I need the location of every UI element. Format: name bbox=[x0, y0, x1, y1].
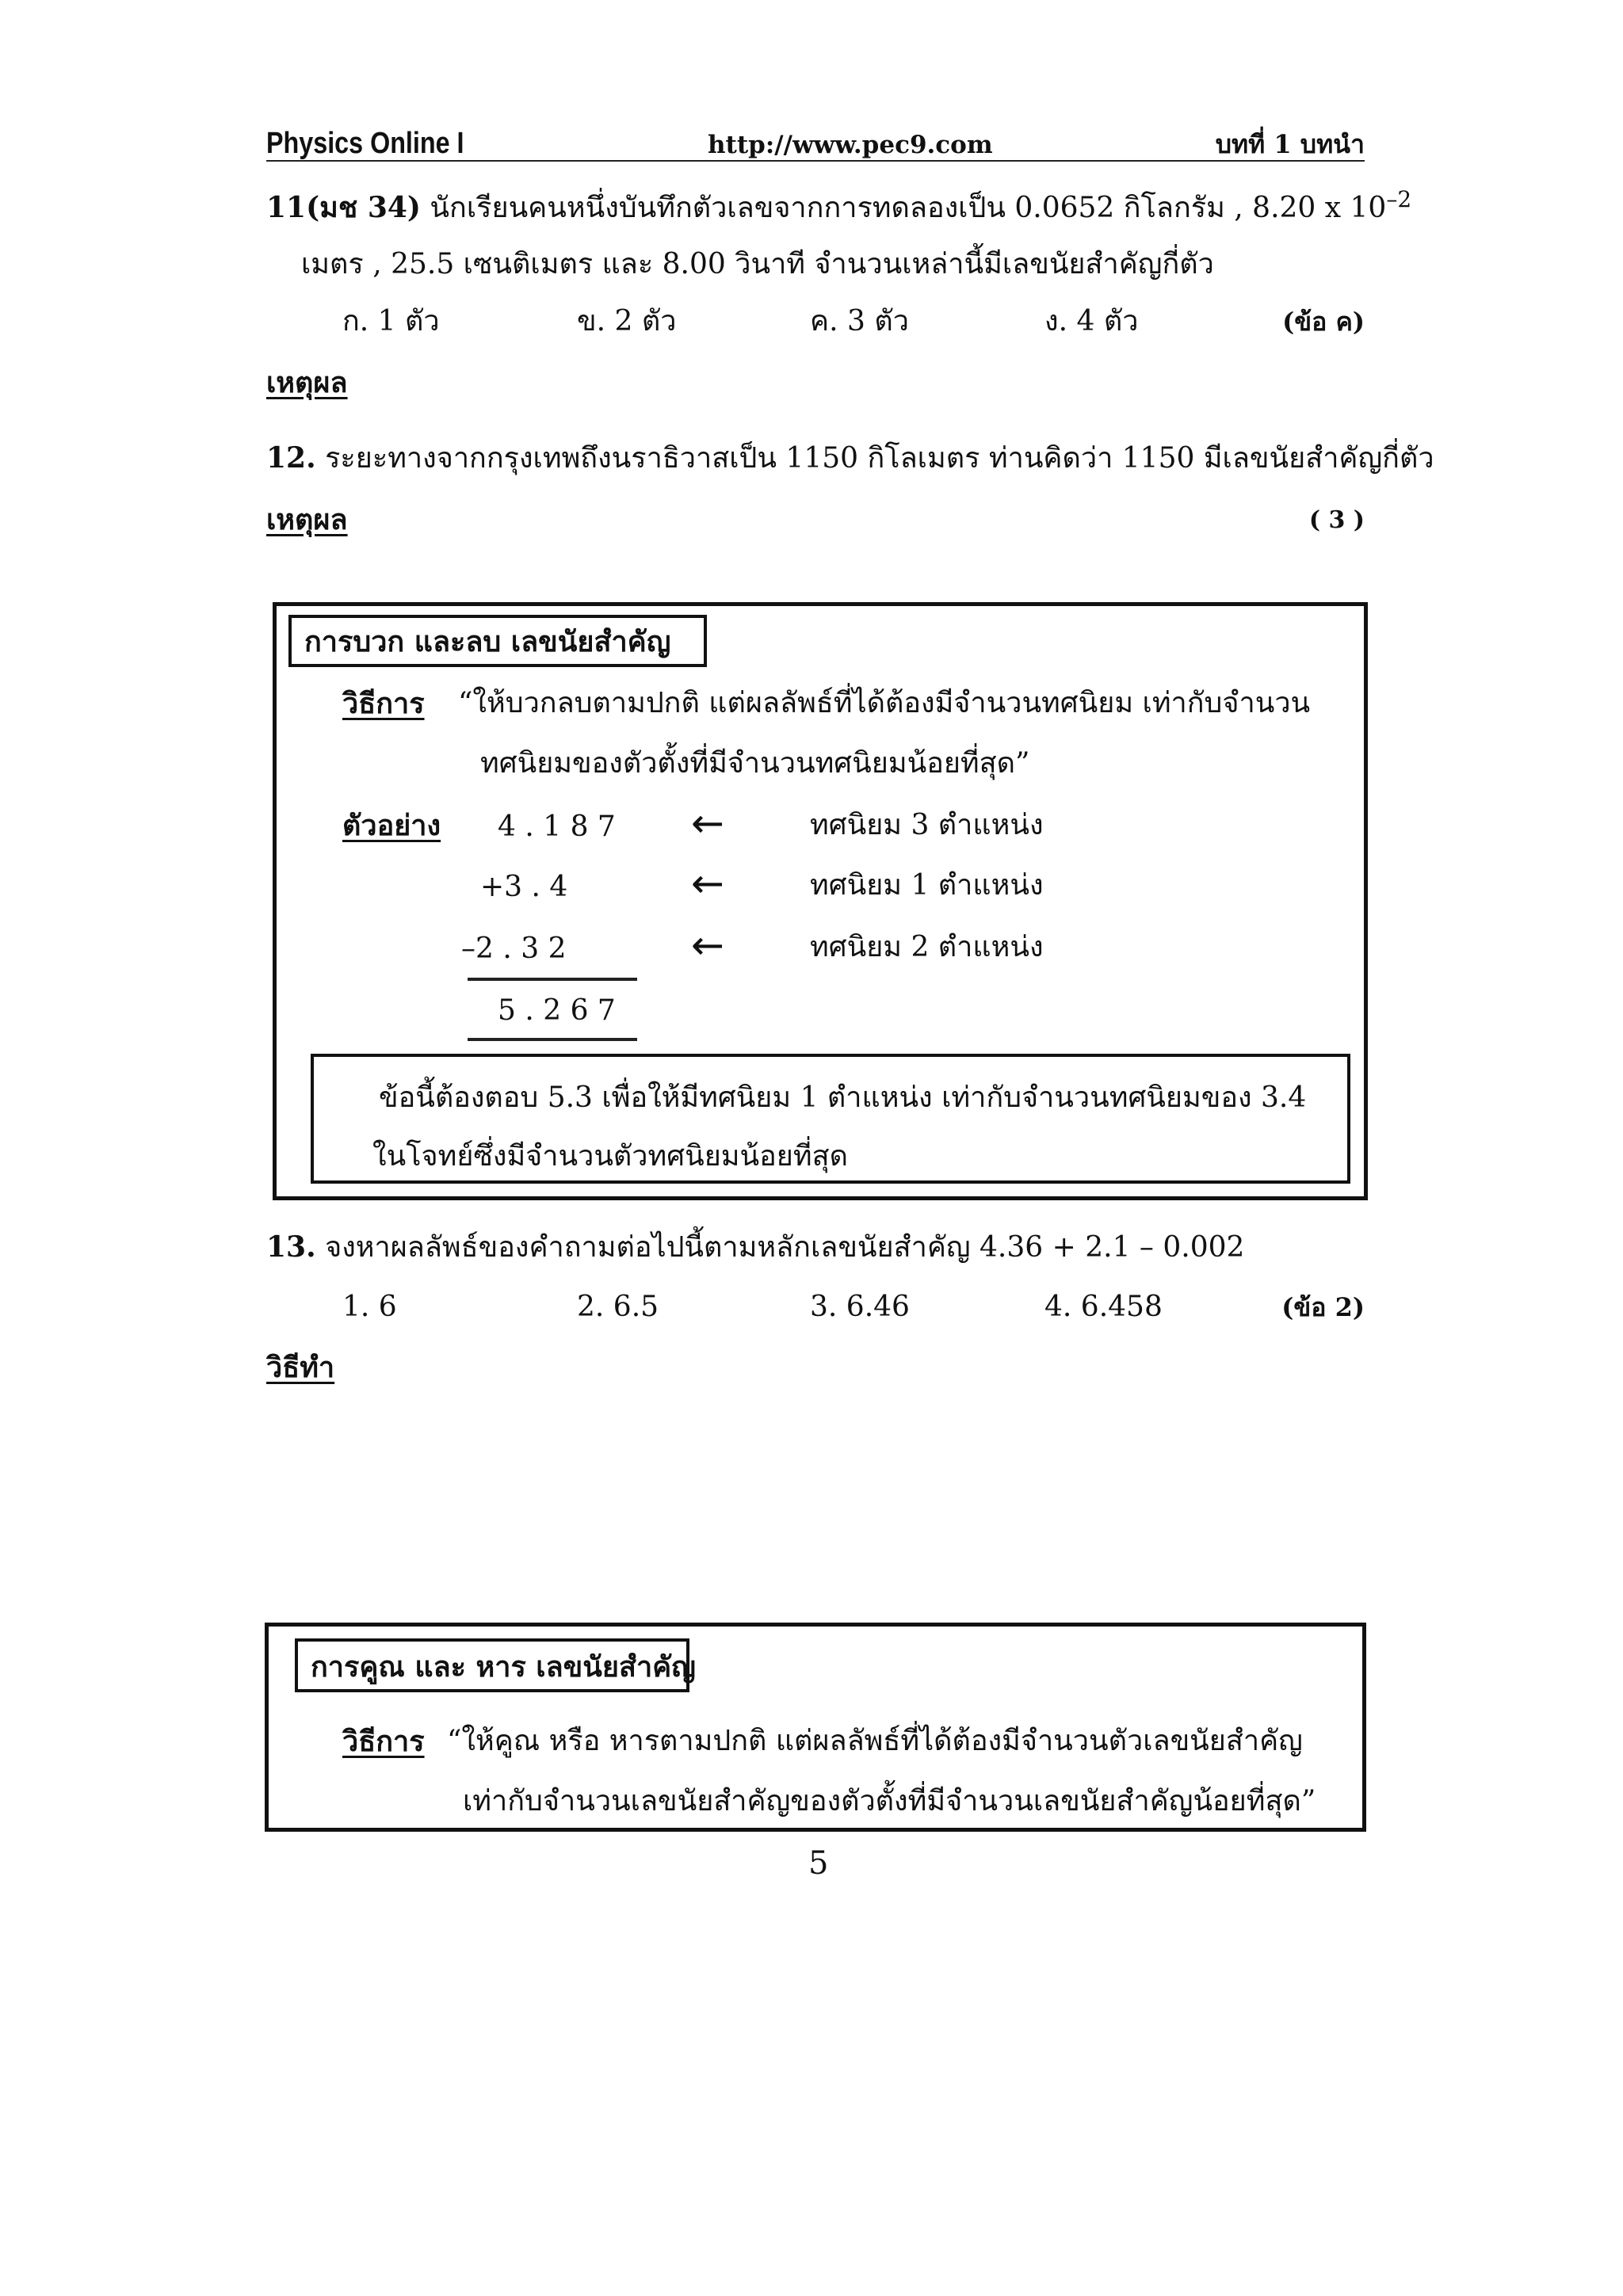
q13-line bbox=[266, 1230, 1245, 1264]
muldiv-method-label: วิธีการ bbox=[342, 1725, 425, 1758]
q12-reason-label: เหตุผล bbox=[266, 503, 348, 536]
site-name: Physics Online I bbox=[266, 127, 464, 160]
q13-choice-3: 3. 6.46 bbox=[810, 1291, 910, 1323]
muldiv-method-line1: “ให้คูณ หรือ หารตามปกติ แต่ผลลัพธ์ที่ได้ต้องมีจำนวนตัวเลขนัยสำคัญ bbox=[447, 1725, 1303, 1757]
addsub-note-line2: ในโจทย์ซึ่งมีจำนวนตัวทศนิยมน้อยที่สุด bbox=[372, 1140, 848, 1173]
header-rule bbox=[266, 160, 1365, 162]
q12-line bbox=[266, 441, 1434, 475]
sum-line-top bbox=[468, 978, 637, 981]
addsub-example-label: ตัวอย่าง bbox=[342, 809, 441, 842]
q13-number: 13. bbox=[266, 1230, 316, 1264]
q13-choice-2: 2. 6.5 bbox=[577, 1291, 659, 1323]
q11-choice-4: ง. 4 ตัว bbox=[1044, 305, 1139, 338]
left-arrow-icon: ← bbox=[691, 800, 724, 846]
q11-choice-1: ก. 1 ตัว bbox=[342, 305, 440, 338]
chapter-title: บทที่ 1 บทนำ bbox=[1215, 129, 1365, 159]
sum-line-bottom bbox=[468, 1038, 637, 1041]
q12-answer: ( 3 ) bbox=[1308, 506, 1365, 534]
addsub-title: การบวก และลบ เลขนัยสำคัญ bbox=[304, 625, 671, 658]
q13-choice-1: 1. 6 bbox=[342, 1291, 397, 1323]
q11-exponent: –2 bbox=[1386, 186, 1412, 212]
q11-text: นักเรียนคนหนึ่งบันทึกตัวเลขจากการทดลองเป็น 0.0652 กิโลกรัม , 8.20 x 10 bbox=[430, 192, 1387, 224]
q11-choice-2: ข. 2 ตัว bbox=[577, 305, 677, 338]
example-note-1: ทศนิยม 3 ตำแหน่ง bbox=[810, 809, 1044, 841]
addsub-method-label: วิธีการ bbox=[342, 687, 425, 720]
q13-method-label: วิธีทำ bbox=[266, 1351, 335, 1384]
left-arrow-icon: ← bbox=[691, 922, 724, 968]
page-number: 5 bbox=[808, 1845, 829, 1882]
addsub-note-line1: ข้อนี้ต้องตอบ 5.3 เพื่อให้มีทศนิยม 1 ตำแหน่ง เท่ากับจำนวนทศนิยมของ 3.4 bbox=[379, 1081, 1307, 1114]
q11-choice-3: ค. 3 ตัว bbox=[810, 305, 909, 338]
q11-answer: (ข้อ ค) bbox=[1282, 307, 1365, 337]
site-url[interactable]: http://www.pec9.com bbox=[708, 131, 993, 159]
example-number-1: 4 . 1 8 7 bbox=[498, 810, 616, 843]
q11-line1 bbox=[266, 186, 1412, 224]
q12-number: 12. bbox=[266, 441, 316, 475]
left-arrow-icon: ← bbox=[691, 860, 724, 906]
addsub-method-line1: “ให้บวกลบตามปกติ แต่ผลลัพธ์ที่ได้ต้องมีจำนวนทศนิยม เท่ากับจำนวน bbox=[458, 687, 1311, 719]
q13-text: จงหาผลลัพธ์ของคำถามต่อไปนี้ตามหลักเลขนัยสำคัญ 4.36 + 2.1 – 0.002 bbox=[325, 1231, 1245, 1264]
q13-answer: (ข้อ 2) bbox=[1281, 1292, 1365, 1322]
addsub-method-line2: ทศนิยมของตัวตั้งที่มีจำนวนทศนิยมน้อยที่สุด” bbox=[480, 747, 1030, 780]
example-result: 5 . 2 6 7 bbox=[498, 994, 616, 1027]
example-note-3: ทศนิยม 2 ตำแหน่ง bbox=[810, 931, 1044, 963]
q11-line2: เมตร , 25.5 เซนติเมตร และ 8.00 วินาที จำนวนเหล่านี้มีเลขนัยสำคัญกี่ตัว bbox=[301, 248, 1214, 280]
example-number-2: +3 . 4 bbox=[480, 871, 568, 903]
muldiv-method-line2: เท่ากับจำนวนเลขนัยสำคัญของตัวตั้งที่มีจำนวนเลขนัยสำคัญน้อยที่สุด” bbox=[463, 1785, 1316, 1817]
q11-number: 11(มช 34) bbox=[266, 191, 421, 224]
q13-choice-4: 4. 6.458 bbox=[1044, 1291, 1163, 1323]
example-note-2: ทศนิยม 1 ตำแหน่ง bbox=[810, 869, 1044, 902]
q11-reason-label: เหตุผล bbox=[266, 366, 348, 399]
muldiv-title: การคูณ และ หาร เลขนัยสำคัญ bbox=[311, 1650, 696, 1684]
example-number-3: –2 . 3 2 bbox=[461, 933, 567, 965]
q12-text: ระยะทางจากกรุงเทพถึงนราธิวาสเป็น 1150 กิโลเมตร ท่านคิดว่า 1150 มีเลขนัยสำคัญกี่ตัว bbox=[325, 442, 1434, 475]
